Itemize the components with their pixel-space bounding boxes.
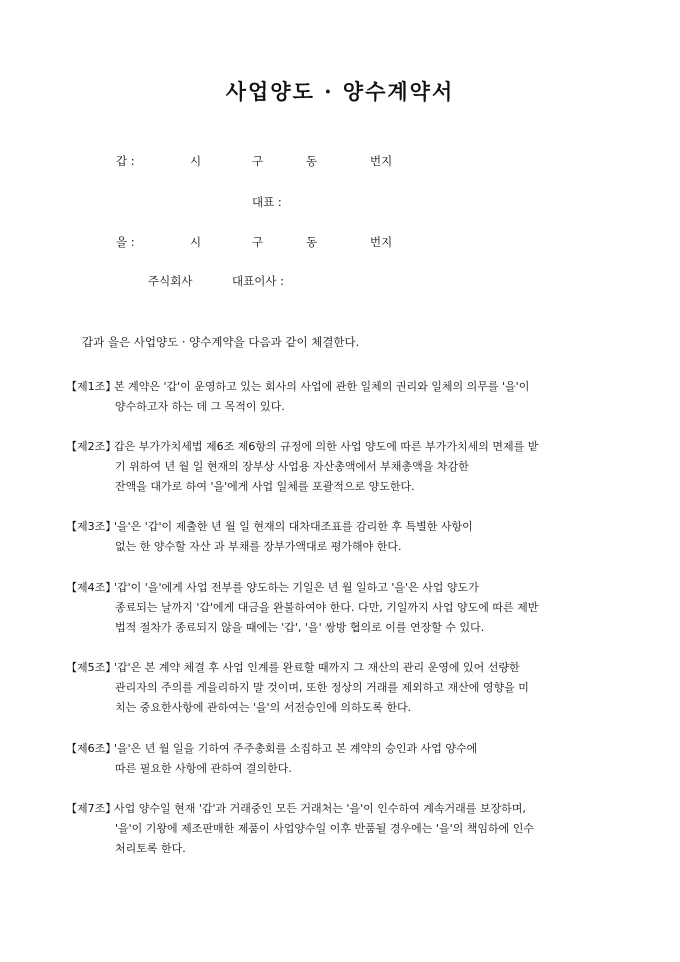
article-line: '갑'이 '을'에게 사업 전부를 양도하는 기일은 년 월 일하고 '을'은 사업 양도가 xyxy=(114,581,479,594)
article-line: 본 계약은 '갑'이 운영하고 있는 회사의 사업에 관한 일체의 권리와 일체의 의무를 '을'이 xyxy=(114,380,530,393)
article-line: 관리자의 주의를 게을리하지 말 것이며, 또한 정상의 거래를 제외하고 재산에 영향을 미 xyxy=(115,681,529,694)
article-number: 【제3조】 xyxy=(66,520,117,533)
article-line: 따른 필요한 사항에 관하여 결의한다. xyxy=(115,762,292,775)
article-line: 사업 양수일 현재 '갑'과 거래중인 모든 거래처는 '을'이 인수하여 계속거래를 보장하며, xyxy=(114,802,526,815)
party-a-label: 갑 : xyxy=(116,154,135,168)
party-a-representative-label: 대표 : xyxy=(252,195,282,209)
party-b-si: 시 xyxy=(190,235,202,249)
article-line: 잔액을 대가로 하여 '을'에게 사업 일체를 포괄적으로 양도한다. xyxy=(115,480,415,493)
article-number: 【제1조】 xyxy=(66,380,117,393)
party-a-si: 시 xyxy=(190,154,202,168)
article-number: 【제2조】 xyxy=(66,440,117,453)
article-line: '을'은 '갑'이 제출한 년 월 일 현재의 대차대조표를 감리한 후 특별한 사항이 xyxy=(114,520,473,533)
party-b-ceo-label: 대표이사 : xyxy=(232,274,284,288)
party-a-gu: 구 xyxy=(252,154,264,168)
article-number: 【제4조】 xyxy=(66,581,117,594)
article-line: 치는 중요한사항에 관하여는 '을'의 서전승인에 의하도록 한다. xyxy=(115,701,412,714)
article-line: '갑'은 본 계약 체결 후 사업 인계를 완료할 때까지 그 재산의 관리 운영에 있어 선량한 xyxy=(114,661,520,674)
article-line: 갑은 부가가치세법 제6조 제6항의 규정에 의한 사업 양도에 따른 부가가치세의 면제를 받 xyxy=(114,440,539,453)
article-7 xyxy=(66,799,626,859)
article-3 xyxy=(66,517,626,557)
article-line: 양수하고자 하는 데 그 목적이 있다. xyxy=(115,400,285,413)
article-4 xyxy=(66,578,626,638)
article-line: '을'이 기왕에 제조판매한 제품이 사업양수일 이후 반품될 경우에는 '을'의 책임하에 인수 xyxy=(115,822,534,835)
article-line: '을'은 년 월 일을 기하여 주주총회를 소집하고 본 계약의 승인과 사업 양수에 xyxy=(114,742,478,755)
article-line: 없는 한 양수할 자산 과 부채를 장부가액대로 평가해야 한다. xyxy=(115,540,402,553)
party-b-gu: 구 xyxy=(252,235,264,249)
article-line: 종료되는 날까지 '갑'에게 대금을 완불하여야 한다. 다만, 기일까지 사업 양도에 따른 제반 xyxy=(115,601,539,614)
article-number: 【제6조】 xyxy=(66,742,117,755)
intro-sentence: 갑과 을은 사업양도 · 양수계약을 다음과 같이 체결한다. xyxy=(82,335,360,349)
party-a-beonji: 번지 xyxy=(370,154,393,168)
article-1 xyxy=(66,377,626,417)
article-line: 법적 절차가 종료되지 않을 때에는 '갑', '을' 쌍방 협의로 이를 연장할 수 있다. xyxy=(115,621,485,634)
article-line: 처리토록 한다. xyxy=(115,842,186,855)
party-a-dong: 동 xyxy=(306,154,318,168)
party-b-company-label: 주식회사 xyxy=(148,274,193,288)
party-b-label: 을 : xyxy=(116,235,135,249)
article-number: 【제7조】 xyxy=(66,802,117,815)
article-5 xyxy=(66,658,626,718)
article-6 xyxy=(66,739,626,779)
party-b-beonji: 번지 xyxy=(370,235,393,249)
article-line: 기 위하여 년 월 일 현재의 장부상 사업용 자산총액에서 부채총액을 차감한 xyxy=(115,460,469,473)
article-number: 【제5조】 xyxy=(66,661,117,674)
article-2 xyxy=(66,437,626,497)
document-title: 사업양도 · 양수계약서 xyxy=(225,79,455,104)
party-b-dong: 동 xyxy=(306,235,318,249)
